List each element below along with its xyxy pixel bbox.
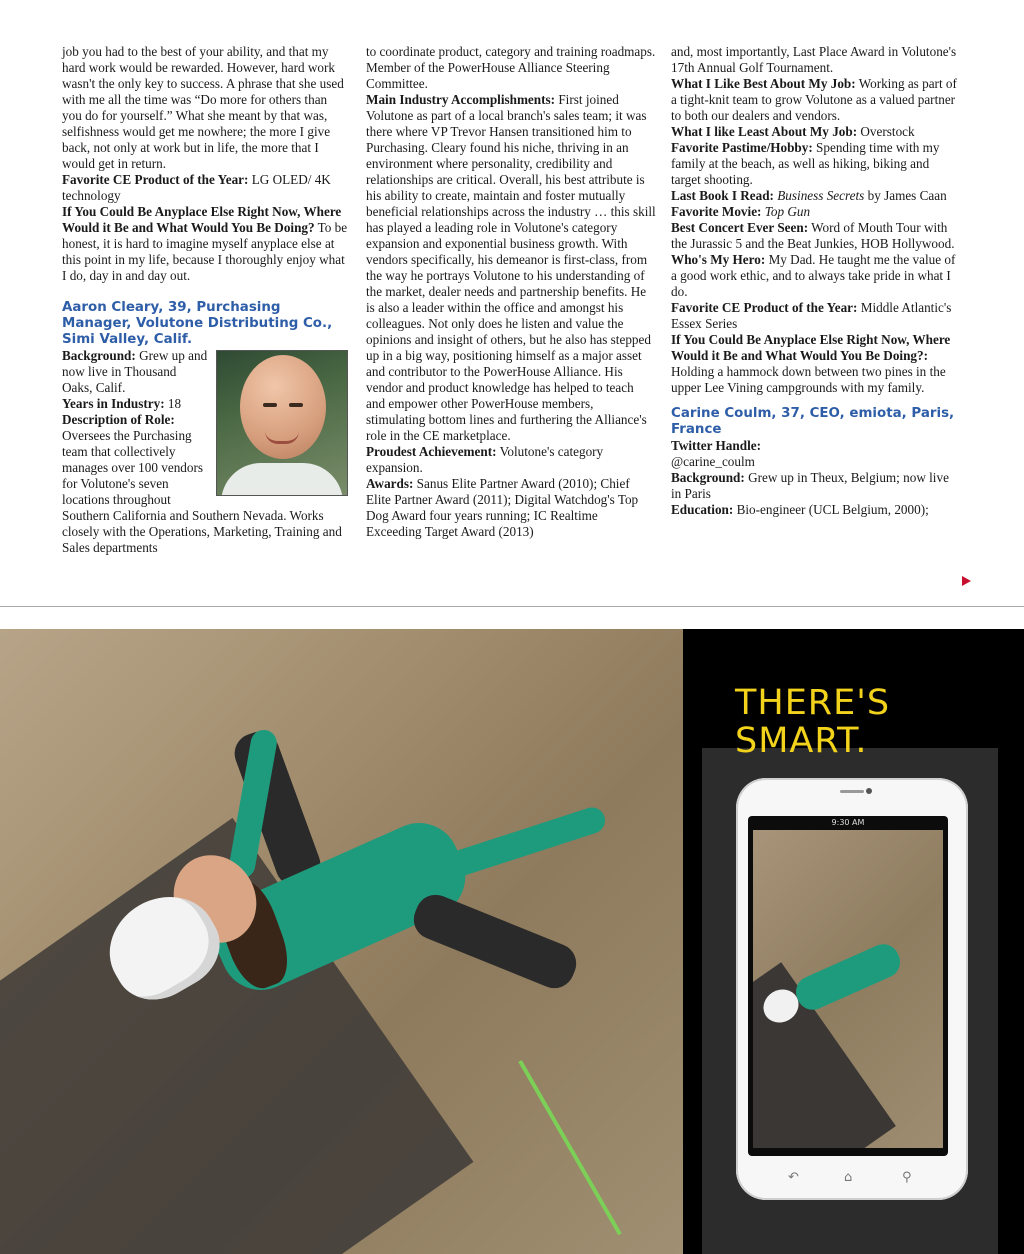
qa-label: If You Could Be Anyplace Else Right Now, Where Would it Be and What Would You Be Doing? <box>62 204 342 235</box>
qa-favorite-product <box>62 172 350 204</box>
qa-answer: Bio-engineer (UCL Belgium, 2000); <box>733 502 929 517</box>
qa-background <box>671 470 958 502</box>
qa-label: Description of Role: <box>62 412 175 427</box>
awards-continued: and, most importantly, Last Place Award in Volutone's 17th Annual Golf Tournament. <box>671 44 957 75</box>
profile-heading-carine-coulm: Carine Coulm, 37, CEO, emiota, Paris, France <box>671 406 955 437</box>
qa-label: Favorite CE Product of the Year: <box>671 300 858 315</box>
ad-headline-line-1: THERE'S <box>735 683 891 723</box>
qa-awards <box>366 476 656 540</box>
qa-proudest <box>366 444 656 476</box>
qa-label: Favorite Movie: <box>671 204 762 219</box>
article-column-2 <box>366 44 656 540</box>
twitter-handle: @carine_coulm <box>671 454 755 469</box>
qa-answer: Grew up and now live in Thousand Oaks, Calif. <box>62 348 208 395</box>
qa-label: Who's My Hero: <box>671 252 766 267</box>
headshot-photo <box>216 350 348 496</box>
qa-label: Background: <box>62 348 136 363</box>
qa-last-book <box>671 188 958 204</box>
home-icon: ⌂ <box>844 1170 853 1185</box>
qa-pastime <box>671 140 958 188</box>
qa-answer: Working as part of a tight-knit team to grow Volutone as a valued partner to both our dealers and vendors. <box>671 76 957 123</box>
qa-label: Best Concert Ever Seen: <box>671 220 809 235</box>
qa-label: Background: <box>671 470 745 485</box>
intro-paragraph: job you had to the best of your ability, and that my hard work would be rewarded. However, hard work wasn't the only key to success. A phrase that she used with me all the time was “Do more for others than you do for yourself.” What she meant by that was, selfishness would get me nowhere; the more I give back, not only at work but in life, the more that I would get in return. <box>62 44 344 171</box>
qa-answer: Middle Atlantic's Essex Series <box>671 300 952 331</box>
qa-label: What I like Least About My Job: <box>671 124 858 139</box>
qa-label: Years in Industry: <box>62 396 165 411</box>
qa-label: Main Industry Accomplishments: <box>366 92 556 107</box>
qa-anyplace <box>671 332 958 396</box>
qa-answer: To be honest, it is hard to imagine myself anyplace else at this point in my life, because I thoroughly enjoy what I do, day in and day out. <box>62 220 348 283</box>
qa-hero <box>671 252 958 300</box>
search-icon: ⚲ <box>902 1170 912 1185</box>
qa-anyplace <box>62 204 350 284</box>
qa-accomplishments <box>366 92 656 444</box>
qa-like-best <box>671 76 958 124</box>
qa-answer: Grew up in Theux, Belgium; now live in Paris <box>671 470 949 501</box>
qa-answer: Volutone's category expansion. <box>366 444 604 475</box>
qa-answer: Sanus Elite Partner Award (2010); Chief Elite Partner Award (2011); Digital Watchdog's Top Dog Award four years running; IC Realtime Exceeding Target Award (2013) <box>366 476 639 539</box>
phone-time: 9:30 AM <box>831 818 865 827</box>
qa-education <box>671 502 958 518</box>
qa-label: Favorite CE Product of the Year: <box>62 172 249 187</box>
qa-movie <box>671 204 958 220</box>
book-title: Business Secrets <box>773 188 865 203</box>
qa-label: Twitter Handle: <box>671 438 761 453</box>
article-column-1 <box>62 44 350 556</box>
phone-speaker <box>840 790 864 793</box>
qa-label: Awards: <box>366 476 414 491</box>
back-icon: ↶ <box>788 1170 799 1185</box>
qa-answer: Spending time with my family at the beach, as well as hiking, biking and target shooting. <box>671 140 940 187</box>
qa-answer: LG OLED/ 4K technology <box>62 172 331 203</box>
ad-climber-photo <box>0 629 683 1254</box>
qa-answer: Overstock <box>857 124 915 139</box>
qa-answer: Oversees the Purchasing team that collectively manages over 100 vendors for Volutone's seven locations throughout Southern California and Southern Nevada. Works closely with the Operations, Marketing, Training and Sales departments <box>62 428 342 555</box>
qa-label: If You Could Be Anyplace Else Right Now, Where Would it Be and What Would You Be Doing?: <box>671 332 951 363</box>
qa-answer: Holding a hammock down between two pines in the upper Lee Vining campgrounds with my family. <box>671 364 946 395</box>
qa-label: What I Like Best About My Job: <box>671 76 856 91</box>
role-continued: to coordinate product, category and training roadmaps. Member of the PowerHouse Alliance Steering Committee. <box>366 44 656 91</box>
qa-answer: 18 <box>164 396 182 411</box>
qa-answer: Word of Mouth Tour with the Jurassic 5 and the Beat Junkies, HOB Hollywood. <box>671 220 955 251</box>
profile-heading-aaron-cleary: Aaron Cleary, 39, Purchasing Manager, Volutone Distributing Co., Simi Valley, Calif. <box>62 300 333 347</box>
continue-arrow-icon <box>962 576 971 586</box>
qa-twitter <box>671 438 958 454</box>
ad-headline <box>735 684 890 760</box>
ad-headline-line-2: SMART. <box>735 721 868 761</box>
qa-answer: Top Gun <box>761 204 811 219</box>
qa-concert <box>671 220 958 252</box>
qa-answer: First joined Volutone as part of a local branch's sales team; it was there where VP Trevor Hansen transitioned him to Purchasing. Cleary found his niche, thriving in an environment where personality, credibility and relationships are critical. Overall, his best attribute is his ability to create, maintain and foster mutually beneficial relationships across the industry … this skill has played a leading role in Volutone's category expansion and exponential business growth. With vendors specifically, his demeanor is first-class, from the way he portrays Volutone to his understanding of the market, dealer needs and partnership benefits. He is also a leader within the office and amongst his colleagues. Not only does he listen and value the opinions and insight of others, but he also has stepped up in a big way, positioning himself as a major asset and contributor to the PowerHouse Alliance. His vendor and product knowledge has helped to teach and empower other PowerHouse members, stimulating bottom lines and furthering the Alliance's role in the CE marketplace. <box>366 92 656 443</box>
phone-screen-photo <box>753 830 943 1148</box>
phone-camera <box>866 788 872 794</box>
qa-label: Last Book I Read: <box>671 188 774 203</box>
phone-status-bar <box>748 816 948 830</box>
phone-nav-bar <box>760 1168 940 1190</box>
qa-label: Proudest Achievement: <box>366 444 497 459</box>
qa-label: Favorite Pastime/Hobby: <box>671 140 813 155</box>
phone-screen <box>748 816 948 1156</box>
section-divider <box>0 606 1024 607</box>
article-column-3 <box>671 44 958 518</box>
qa-label: Education: <box>671 502 734 517</box>
book-author: by James Caan <box>864 188 947 203</box>
qa-product <box>671 300 958 332</box>
qa-answer: My Dad. He taught me the value of a good work ethic, and to always take pride in what I do. <box>671 252 956 299</box>
qa-like-least <box>671 124 958 140</box>
